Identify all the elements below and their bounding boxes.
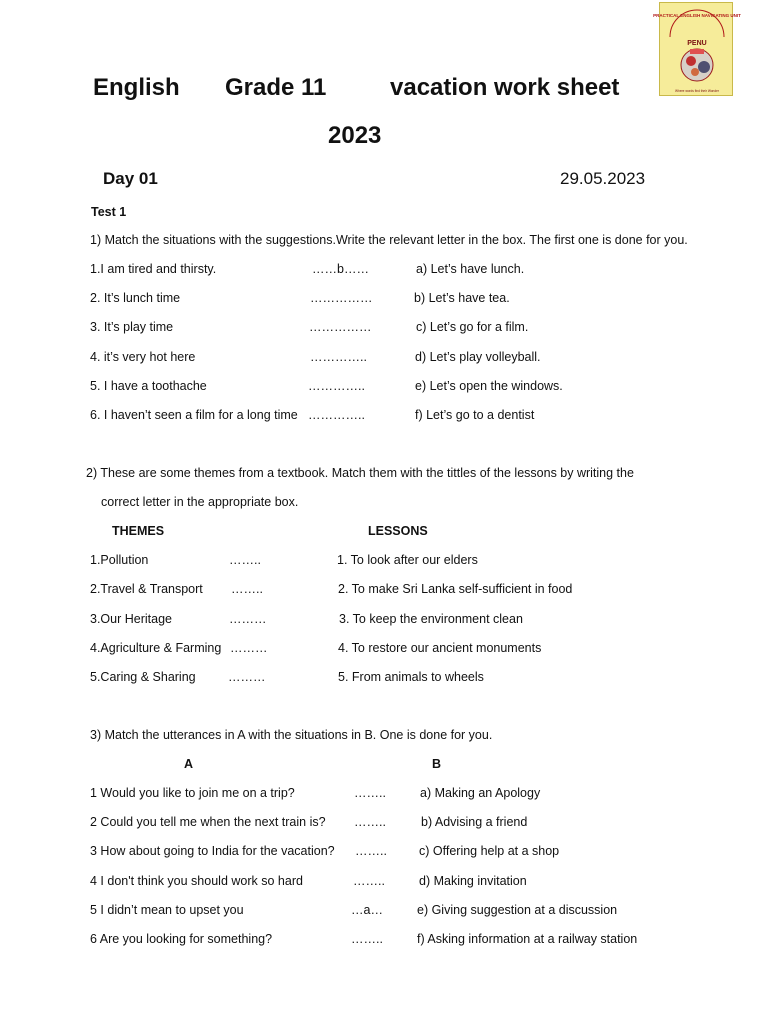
q3-row-3-utterance: 3 How about going to India for the vacation? [90,844,335,858]
q1-row-4-suggestion: d) Let’s play volleyball. [415,350,541,364]
q1-row-3-answer[interactable]: …………… [309,320,372,334]
q1-row-5-suggestion: e) Let’s open the windows. [415,379,563,393]
q2-row-2-lesson: 2. To make Sri Lanka self-sufficient in food [338,582,573,596]
worksheet-title: vacation work sheet [390,74,620,101]
q3-row-6-answer[interactable]: …….. [351,932,383,946]
q1-row-1-suggestion: a) Let’s have lunch. [416,262,525,276]
date-label: 29.05.2023 [560,169,646,188]
q3-row-5-situation: e) Giving suggestion at a discussion [417,903,618,917]
q3-instruction: 3) Match the utterances in A with the situations in B. One is done for you. [90,728,493,742]
q2-instruction-line-1: 2) These are some themes from a textbook. Match them with the tittles of the lessons by writing the [86,466,634,480]
q3-row-2-situation: b) Advising a friend [421,815,528,829]
q1-row-4-situation: 4. it’s very hot here [90,350,196,364]
q1-row-5-situation: 5. I have a toothache [90,379,207,393]
q1-row-6-suggestion: f) Let’s go to a dentist [415,408,535,422]
q3-row-1-situation: a) Making an Apology [420,786,541,800]
q2-row-2-answer[interactable]: …….. [231,582,263,596]
q2-row-3-theme: 3.Our Heritage [90,612,172,626]
q1-row-2-answer[interactable]: …………… [310,291,373,305]
q2-row-5-lesson: 5. From animals to wheels [338,670,484,684]
q2-row-5-theme: 5.Caring & Sharing [90,670,196,684]
q1-row-2-situation: 2. It’s lunch time [90,291,181,305]
q3-row-4-answer[interactable]: …….. [353,874,385,888]
q1-row-1-situation: 1.I am tired and thirsty. [90,262,217,276]
logo-name: PENU [687,40,707,47]
penu-emblem-icon [653,3,741,97]
day-label: Day 01 [103,169,158,188]
q3-row-6-utterance: 6 Are you looking for something? [90,932,273,946]
q2-row-3-lesson: 3. To keep the environment clean [339,612,523,626]
q3-row-4-utterance: 4 I don't think you should work so hard [90,874,303,888]
q1-row-5-answer[interactable]: ………….. [308,379,365,393]
q1-row-6-situation: 6. I haven’t seen a film for a long time [90,408,298,422]
q2-lessons-heading: LESSONS [368,524,428,538]
q2-row-1-theme: 1.Pollution [90,553,149,567]
q1-row-6-answer[interactable]: ………….. [308,408,365,422]
test-label: Test 1 [91,205,127,219]
q2-themes-heading: THEMES [112,524,165,538]
q1-row-4-answer[interactable]: ………….. [310,350,367,364]
q3-row-5-utterance: 5 I didn’t mean to upset you [90,903,244,917]
q3-row-3-answer[interactable]: …….. [355,844,387,858]
q3-column-a-heading: A [184,757,194,771]
q2-row-5-answer[interactable]: ……… [228,670,266,684]
q1-row-1-answer[interactable]: ……b…… [312,262,369,276]
logo-footer: Where words find their Wonder [675,89,719,93]
q2-row-4-answer[interactable]: ……… [230,641,268,655]
penu-logo [653,2,741,96]
q1-row-3-situation: 3. It’s play time [90,320,174,334]
logo-arc-text: PRACTICAL ENGLISH NAVIGATING UNIT [653,13,741,18]
q3-row-2-utterance: 2 Could you tell me when the next train is? [90,815,326,829]
q3-row-6-situation: f) Asking information at a railway station [417,932,638,946]
q3-row-4-situation: d) Making invitation [419,874,527,888]
year-title: 2023 [328,122,382,149]
q3-row-1-utterance: 1 Would you like to join me on a trip? [90,786,295,800]
q3-row-5-answer[interactable]: …a… [351,903,383,917]
q2-row-1-lesson: 1. To look after our elders [337,553,478,567]
q3-row-3-situation: c) Offering help at a shop [419,844,560,858]
q1-row-3-suggestion: c) Let’s go for a film. [416,320,529,334]
q3-column-b-heading: B [432,757,442,771]
q1-instruction: 1) Match the situations with the suggestions.Write the relevant letter in the box. The first one is done for you. [90,233,688,247]
subject-title: English [93,74,180,101]
q3-row-1-answer[interactable]: …….. [354,786,386,800]
q2-row-4-lesson: 4. To restore our ancient monuments [338,641,542,655]
q2-row-2-theme: 2.Travel & Transport [90,582,203,596]
q2-row-4-theme: 4.Agriculture & Farming [90,641,222,655]
q2-row-3-answer[interactable]: ……… [229,612,267,626]
grade-title: Grade 11 [225,74,327,101]
q2-row-1-answer[interactable]: …….. [229,553,261,567]
q3-row-2-answer[interactable]: …….. [354,815,386,829]
q1-row-2-suggestion: b) Let’s have tea. [414,291,510,305]
q2-instruction-line-2: correct letter in the appropriate box. [101,495,299,509]
